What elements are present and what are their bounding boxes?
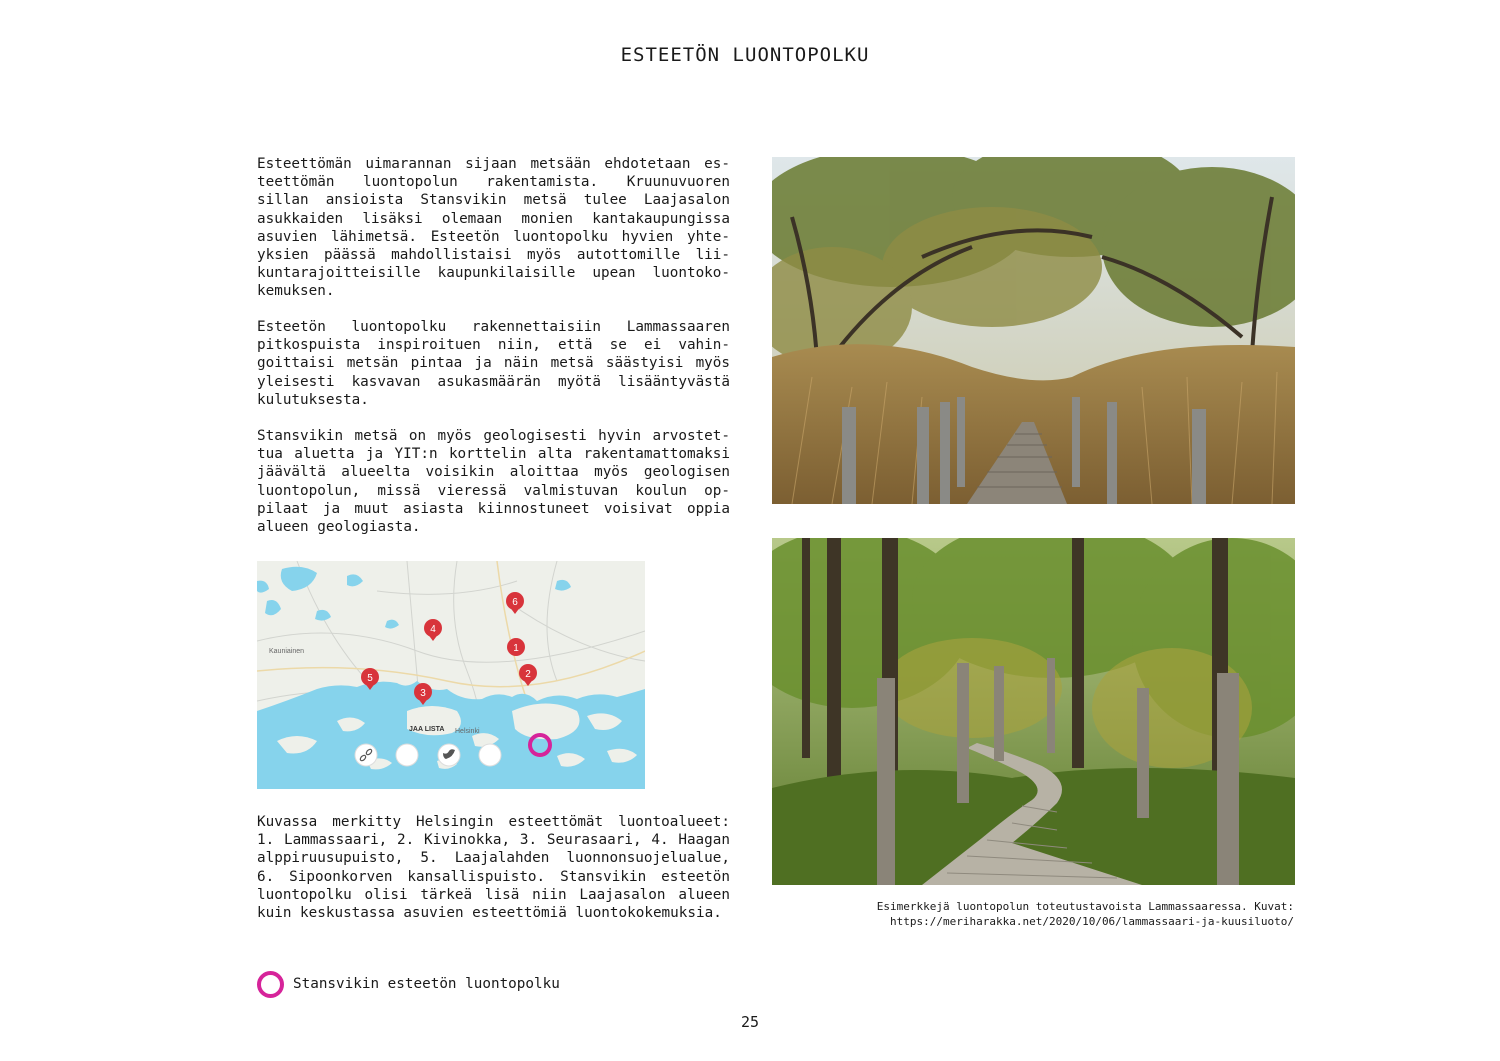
share-twitter-button[interactable] bbox=[438, 744, 460, 766]
page-number: 25 bbox=[740, 1013, 760, 1031]
boardwalk-photo-autumn bbox=[772, 157, 1295, 504]
body-paragraph-3: Stansvikin metsä on myös geologisesti hyvin arvostettua aluetta ja YIT:n korttelin alta rakentamattomaksi jäävältä alueelta voisikin aloittaa myös geologisen luontopolun, missä vieressä valmistuvan koulun oppilaat ja muut asiasta kiinnostuneet voisivat oppia alueen geologiasta. bbox=[257, 428, 730, 536]
map-label-helsinki: Helsinki bbox=[455, 728, 480, 735]
legend-label: Stansvikin esteetön luontopolku bbox=[293, 976, 560, 992]
map-canvas bbox=[257, 561, 645, 789]
share-facebook-button[interactable] bbox=[396, 744, 418, 766]
svg-text:4: 4 bbox=[430, 624, 436, 635]
body-paragraph-1: Esteettömän uimarannan sijaan metsään ehdotetaan esteettömän luontopolun rakentamista. Kruunuvuoren sillan ansioista Stansvikin metsä tulee Laajasalon asukkaiden lisäksi olemaan monien kantakaupungissa asuvien lähimetsä. Esteetön luontopolku hyvien yhteyksien päässä mahdollistaisi myös autottomille liikuntarajoitteisille kaupunkilaisille upean luontokokemuksen. bbox=[257, 156, 730, 300]
body-paragraph-2: Esteetön luontopolku rakennettaisiin Lammassaaren pitkospuista inspiroituen niin, että se ei vahingoittaisi metsän pintaa ja näin metsä säästyisi myös yleisesti kasvavan asukasmäärän myötä lisääntyvästä kulutuksesta. bbox=[257, 319, 730, 408]
svg-text:5: 5 bbox=[367, 673, 373, 684]
photo-source-link[interactable]: https://meriharakka.net/2020/10/06/lammassaari-ja-kuusiluoto/ bbox=[890, 915, 1294, 928]
photo-caption-line-1: Esimerkkejä luontopolun toteutustavoista Lammassaaressa. Kuvat: bbox=[876, 900, 1294, 913]
share-list-label: JAA LISTA bbox=[409, 726, 445, 733]
svg-text:6: 6 bbox=[512, 597, 518, 608]
share-link-button[interactable] bbox=[355, 744, 377, 766]
page-title: ESTEETÖN LUONTOPOLKU bbox=[620, 44, 870, 66]
map-caption: Kuvassa merkitty Helsingin esteettömät luontoalueet: 1. Lammassaari, 2. Kivinokka, 3. Seurasaari, 4. Haagan alppiruusupuisto, 5. Laajalahden luonnonsuojelualue, 6. Sipoonkorven kansallispuisto. Stansvikin esteetön luontopolku olisi tärkeä lisä niin Laajasalon alueen kuin keskustassa asuvien esteettömiä luontokokemuksia. bbox=[257, 814, 730, 922]
svg-text:1: 1 bbox=[513, 643, 519, 654]
share-email-button[interactable] bbox=[479, 744, 501, 766]
boardwalk-photo-forest bbox=[772, 538, 1295, 885]
map-label-kauniainen: Kauniainen bbox=[269, 648, 305, 655]
locations-map[interactable] bbox=[257, 561, 645, 789]
legend-circle-icon bbox=[257, 971, 284, 998]
legend bbox=[257, 970, 560, 998]
svg-text:2: 2 bbox=[525, 669, 531, 680]
photo-caption bbox=[772, 899, 1294, 929]
svg-text:3: 3 bbox=[420, 688, 426, 699]
